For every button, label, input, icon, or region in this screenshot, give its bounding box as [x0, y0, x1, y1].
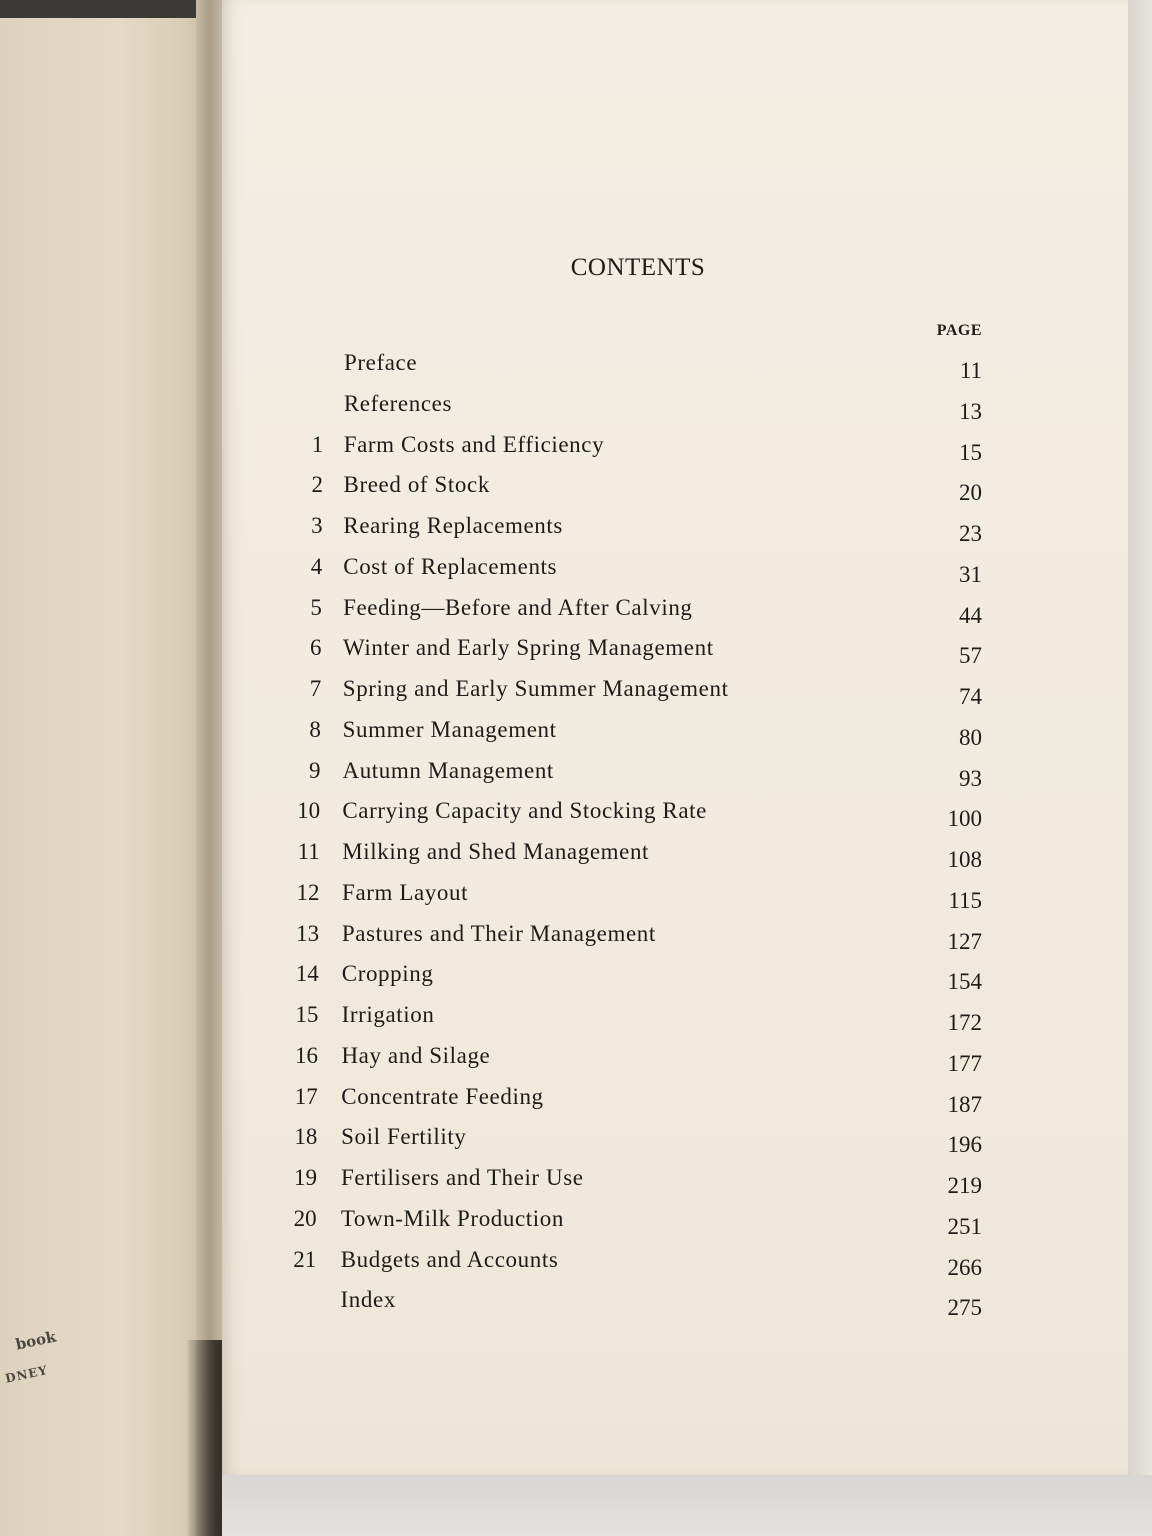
chapter-number: 16	[295, 1042, 319, 1068]
chapter-title: Index	[340, 1287, 396, 1313]
page-number: 154	[947, 969, 982, 995]
toc-entry	[222, 1247, 1128, 1287]
page-number: 80	[959, 724, 982, 750]
page-number: 187	[947, 1091, 982, 1117]
toc-entry	[222, 1043, 1128, 1083]
page-number: 115	[948, 887, 982, 913]
toc-entry	[222, 1002, 1128, 1042]
chapter-number: 19	[294, 1165, 317, 1190]
page-number: 172	[947, 1010, 982, 1035]
page-number: 266	[947, 1254, 982, 1280]
page-number: 100	[947, 806, 982, 832]
chapter-title: Town-Milk Production	[340, 1205, 564, 1231]
page-number: 15	[959, 439, 982, 465]
page-column-header: PAGE	[936, 322, 982, 339]
page-title: CONTENTS	[570, 254, 706, 281]
left-endpaper	[0, 0, 218, 1536]
page-number: 251	[947, 1213, 982, 1239]
toc-entry	[222, 432, 1128, 472]
chapter-title: Summer Management	[342, 716, 557, 742]
page-right-edge	[1128, 0, 1152, 1475]
chapter-title: Cropping	[341, 961, 434, 987]
chapter-title: Feeding—Before and After Calving	[343, 594, 693, 620]
toc-entry	[222, 798, 1128, 838]
toc-entry	[222, 391, 1128, 431]
toc-entry	[222, 554, 1128, 594]
page-number: 44	[959, 602, 982, 628]
chapter-number: 15	[295, 1002, 319, 1027]
chapter-number: 1	[311, 431, 324, 457]
page-number: 275	[947, 1295, 982, 1321]
chapter-title: Farm Layout	[342, 879, 469, 905]
chapter-number: 17	[294, 1083, 318, 1109]
chapter-title: Autumn Management	[342, 757, 554, 783]
page-number: 196	[947, 1132, 982, 1158]
page-number: 219	[947, 1173, 982, 1198]
page-number: 31	[959, 561, 982, 587]
chapter-number: 20	[293, 1205, 317, 1231]
chapter-title: Preface	[344, 350, 418, 375]
page-number: 127	[947, 928, 982, 954]
chapter-title: Spring and Early Summer Management	[342, 676, 729, 701]
chapter-title: Rearing Replacements	[343, 513, 563, 538]
toc-entry	[222, 839, 1128, 879]
toc-entry	[222, 961, 1128, 1001]
chapter-number: 14	[295, 961, 319, 987]
toc-entry	[222, 921, 1128, 961]
chapter-number: 21	[293, 1246, 317, 1272]
chapter-title: Concentrate Feeding	[341, 1083, 544, 1109]
toc-entry	[222, 717, 1128, 757]
chapter-title: Carrying Capacity and Stocking Rate	[342, 798, 707, 824]
chapter-title: Milking and Shed Management	[342, 839, 650, 864]
chapter-number: 2	[311, 472, 323, 498]
chapter-number: 10	[297, 798, 321, 824]
toc-entry	[222, 635, 1128, 675]
left-page-fragment-text-2: DNEY	[4, 1363, 50, 1386]
page-number: 57	[959, 643, 982, 669]
toc-entry	[222, 1084, 1128, 1124]
toc-entry	[222, 1165, 1128, 1205]
chapter-title: Budgets and Accounts	[340, 1246, 559, 1272]
page-number: 108	[947, 847, 982, 872]
chapter-number: 6	[310, 635, 322, 661]
toc-entry	[222, 1124, 1128, 1164]
chapter-title: Irrigation	[341, 1002, 435, 1027]
chapter-title: Hay and Silage	[341, 1042, 491, 1068]
toc-entry	[222, 758, 1128, 798]
page-number: 93	[959, 765, 982, 791]
page-number: 13	[959, 398, 982, 424]
toc-entry	[222, 676, 1128, 716]
toc-entry	[222, 472, 1128, 512]
chapter-title: Winter and Early Spring Management	[342, 635, 714, 661]
table-of-contents	[222, 0, 1128, 1472]
chapter-title: Soil Fertility	[341, 1124, 467, 1150]
toc-entry	[222, 350, 1128, 390]
chapter-title: References	[343, 390, 452, 416]
toc-entry	[222, 1206, 1128, 1246]
toc-entry	[222, 880, 1128, 920]
page-number: 11	[959, 358, 982, 383]
page-number: 74	[959, 684, 982, 709]
contents-page-text	[222, 0, 1128, 1472]
page-number: 177	[947, 1050, 982, 1076]
chapter-title: Farm Costs and Efficiency	[343, 431, 605, 457]
chapter-number: 5	[310, 594, 322, 620]
chapter-number: 12	[296, 879, 320, 905]
chapter-number: 4	[310, 553, 323, 579]
page-number: 20	[959, 480, 982, 506]
chapter-number: 13	[296, 920, 320, 946]
chapter-title: Cost of Replacements	[343, 553, 558, 579]
table-surface	[222, 1472, 1152, 1536]
toc-entry	[222, 595, 1128, 635]
chapter-number: 3	[311, 513, 323, 538]
toc-entry	[222, 513, 1128, 553]
left-page-fragment-text-1: book	[14, 1327, 58, 1354]
toc-entry	[222, 1287, 1128, 1327]
chapter-title: Breed of Stock	[343, 472, 490, 498]
chapter-number: 18	[294, 1124, 318, 1150]
chapter-number: 11	[297, 839, 320, 864]
page-number: 23	[959, 521, 982, 546]
chapter-title: Fertilisers and Their Use	[341, 1165, 584, 1190]
chapter-title: Pastures and Their Management	[341, 920, 656, 946]
chapter-number: 9	[309, 757, 321, 783]
chapter-number: 7	[309, 676, 322, 701]
chapter-number: 8	[309, 716, 321, 742]
